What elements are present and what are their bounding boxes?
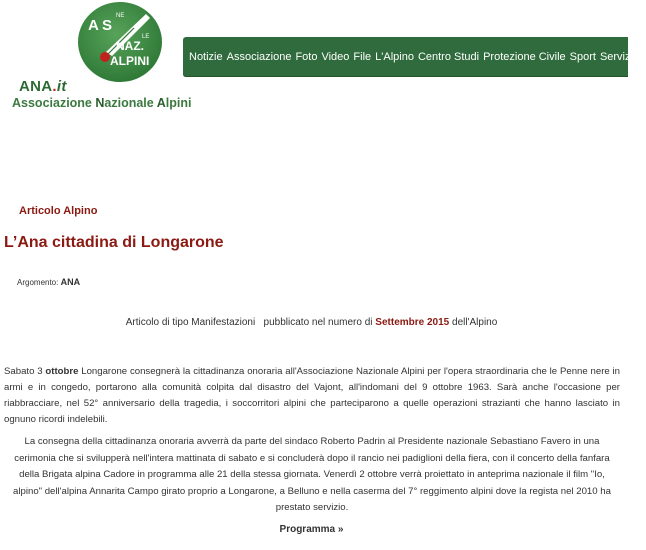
nav-list xyxy=(183,37,645,77)
article-paragraph-2: La consegna della cittadinanza onoraria avverrà da parte del sindaco Roberto Padrin al Presidente nazionale Sebastiano Favero in una cerimonia che si svilupperà nell'intera mattinata di sabato e si concluderà dopo il rancio nei padiglioni della fiera, con il concerto della fanfara della Brigata alpina Cadore in programma alle 21 della stessa giornata. Venerdì 2 ottobre verrà proiettato in anteprima nazionale il film "Io, alpino" dell'alpina Annarita Campo girato proprio a Longarone, a Belluno e nella caserma del 7° reggimento alpini dove la regista nel 2010 ha prestato servizio. xyxy=(13,436,611,513)
nav-item-file[interactable]: File xyxy=(353,51,372,63)
brand-short: ANA.it xyxy=(19,78,67,95)
programma-link[interactable]: Programma » xyxy=(279,524,344,535)
svg-text:A: A xyxy=(88,17,99,34)
pubinfo-suffix: dell'Alpino xyxy=(449,317,498,328)
ana-emblem-icon xyxy=(72,0,168,88)
issue-link[interactable]: Settembre 2015 xyxy=(375,317,450,328)
nav-item-sport[interactable]: Sport xyxy=(569,51,596,63)
nav-item-servizi[interactable]: Servizi xyxy=(599,51,633,63)
nav-item-notizie[interactable]: Notizie xyxy=(189,51,223,63)
svg-text:NE: NE xyxy=(116,13,125,19)
main-nav xyxy=(183,37,645,77)
nav-item-lalpino[interactable]: L'Alpino xyxy=(375,51,414,63)
nav-item-truncated[interactable]: A xyxy=(636,51,645,63)
publication-info xyxy=(0,317,623,328)
svg-text:NAZ.: NAZ. xyxy=(116,39,144,53)
article-topic xyxy=(17,277,80,287)
svg-text:ALPINI: ALPINI xyxy=(110,54,150,68)
site-logo[interactable] xyxy=(12,0,192,112)
nav-item-associazione[interactable]: Associazione xyxy=(226,51,292,63)
article-paragraph-1: Sabato 3 ottobre Longarone consegnerà la cittadinanza onoraria all'Associazione Nazionale Alpini per l'opera straordinaria che le Penne nere in armi e in congedo, portarono alla comunità colpita dal disastro del Vajont, all'indomani del 9 ottobre 1963. Sarà anche l'occasione per riabbracciare, nel 52° anniversario della tragedia, i soccorritori alpini che parteciparono a quelle operazioni strazianti che hanno lasciato in ognuno ricordi indelebili. xyxy=(4,366,621,425)
nav-item-protezione-civile[interactable]: Protezione Civile xyxy=(483,51,566,63)
article-title: L’Ana cittadina di Longarone xyxy=(4,234,224,251)
pubinfo-prefix: Articolo di tipo Manifestazioni pubblicato nel numero di xyxy=(125,317,376,328)
nav-item-foto[interactable]: Foto xyxy=(295,51,318,63)
nav-item-video[interactable]: Video xyxy=(321,51,350,63)
svg-text:S: S xyxy=(102,17,113,34)
topic-value-link[interactable]: ANA xyxy=(60,277,81,287)
brand-full-name: Associazione Nazionale Alpini xyxy=(12,96,192,110)
svg-text:LE: LE xyxy=(142,34,150,40)
topic-label: Argomento: xyxy=(17,278,59,287)
nav-item-centro-studi[interactable]: Centro Studi xyxy=(417,51,480,63)
article-kicker: Articolo Alpino xyxy=(19,205,98,217)
